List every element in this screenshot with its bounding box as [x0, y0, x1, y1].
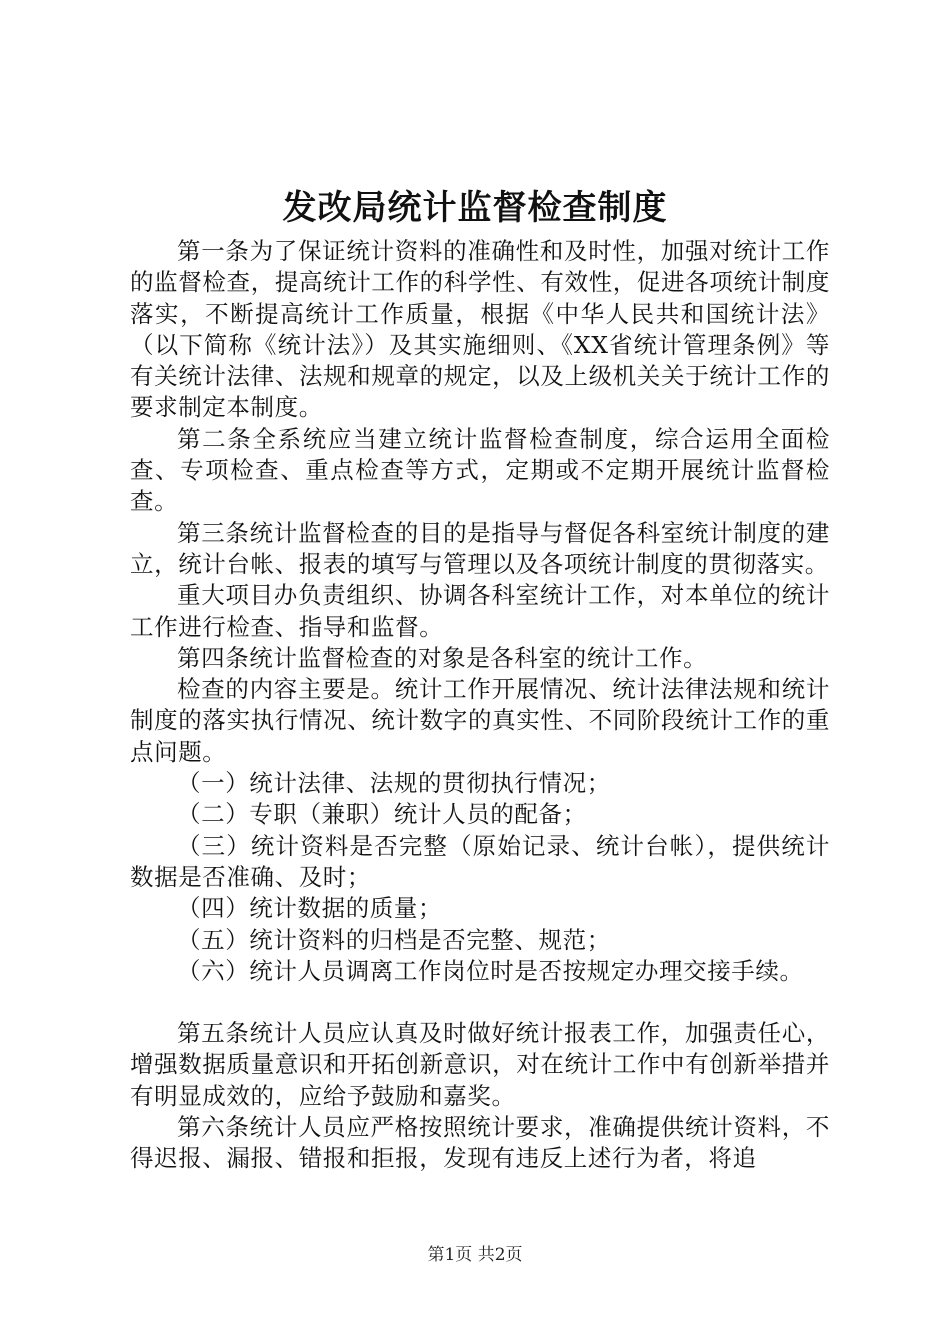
document-title: 发改局统计监督检查制度: [282, 188, 668, 228]
document-body: [130, 236, 830, 1175]
paragraph-project-office: 重大项目办负责组织、协调各科室统计工作，对本单位的统计工作进行检查、指导和监督。: [130, 581, 830, 641]
paragraph-inspection-content: 检查的内容主要是。统计工作开展情况、统计法律法规和统计制度的落实执行情况、统计数字的真实性、不同阶段统计工作的重点问题。: [130, 675, 830, 766]
list-item-6: （六）统计人员调离工作岗位时是否按规定办理交接手续。: [177, 956, 804, 985]
paragraph-article-1: 第一条为了保证统计资料的准确性和及时性，加强对统计工作的监督检查，提高统计工作的科学性、有效性，促进各项统计制度落实，不断提高统计工作质量，根据《中华人民共和国统计法》（以下简称《统计法》）及其实施细则、《XX省统计管理条例》等有关统计法律、法规和规章的规定，以及上级机关关于统计工作的要求制定本制度。: [130, 237, 830, 422]
paragraph-article-5: 第五条统计人员应认真及时做好统计报表工作，加强责任心，增强数据质量意识和开拓创新意识，对在统计工作中有创新举措并有明显成效的，应给予鼓励和嘉奖。: [130, 1019, 830, 1110]
paragraph-article-4: 第四条统计监督检查的对象是各科室的统计工作。: [177, 643, 708, 672]
paragraph-article-6: 第六条统计人员应严格按照统计要求，准确提供统计资料，不得迟报、漏报、错报和拒报，发现有违反上述行为者，将追: [130, 1113, 830, 1173]
list-item-5: （五）统计资料的归档是否完整、规范；: [177, 925, 611, 954]
paragraph-article-3: 第三条统计监督检查的目的是指导与督促各科室统计制度的建立，统计台帐、报表的填写与管理以及各项统计制度的贯彻落实。: [130, 518, 830, 578]
list-item-3: （三）统计资料是否完整（原始记录、统计台帐），提供统计数据是否准确、及时；: [130, 831, 830, 891]
page-footer: 第1页 共2页: [427, 1245, 523, 1265]
list-item-4: （四）统计数据的质量；: [177, 894, 443, 923]
list-item-2: （二）专职（兼职）统计人员的配备；: [177, 800, 587, 829]
list-item-1: （一）统计法律、法规的贯彻执行情况；: [177, 769, 611, 798]
paragraph-article-2: 第二条全系统应当建立统计监督检查制度，综合运用全面检查、专项检查、重点检查等方式，定期或不定期开展统计监督检查。: [130, 424, 830, 516]
